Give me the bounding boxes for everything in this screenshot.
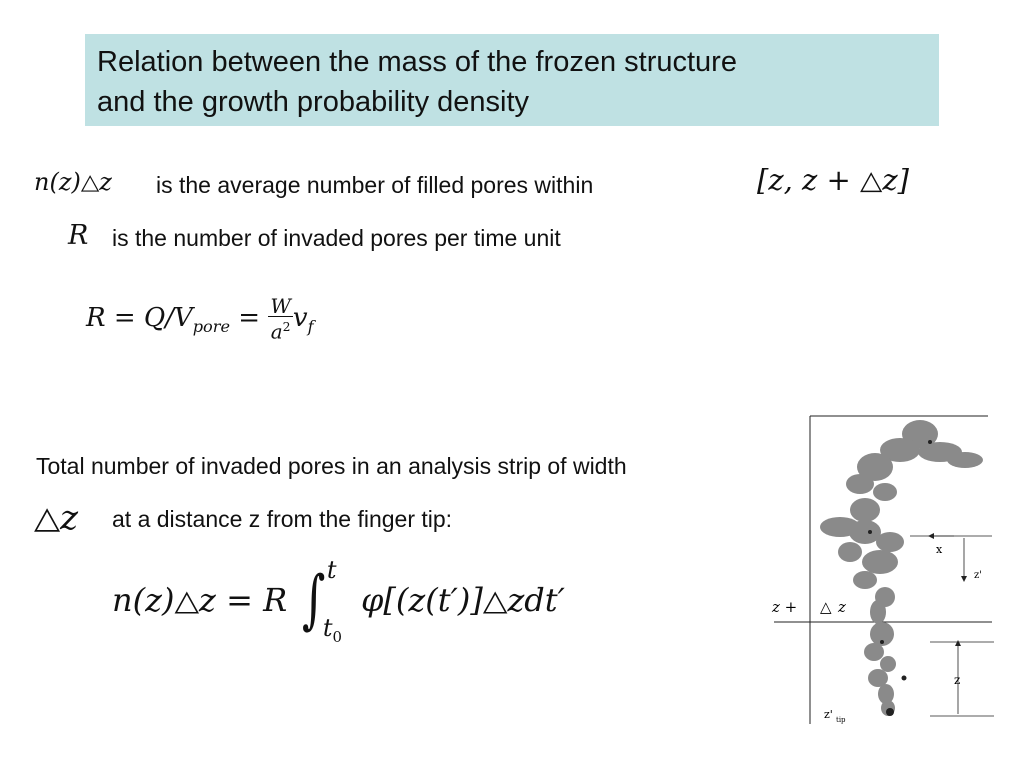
integral-lower-limit: t [322,614,333,643]
integral-upper-limit: t [326,556,337,584]
paragraph-line-2: at a distance z from the finger tip: [112,506,453,532]
eq-f-sub: f [307,317,314,337]
label-delta: △ [820,598,832,616]
integral-sign: ∫ [302,563,326,637]
equation-R [86,296,314,342]
title-line-1: Relation between the mass of the frozen structure [97,46,737,78]
title-box [85,34,939,126]
integrand: φ[(z(t′)] [361,581,483,619]
cluster-svg [770,412,996,724]
label-x: x [936,543,943,556]
line-nz-text: is the average number of filled pores within [156,172,594,198]
eq2-nz: n(z) [112,581,175,619]
label-zprime: z' [974,570,983,581]
label-tip-sub: tip [836,716,846,724]
delta-symbol: △ [174,582,200,618]
delta-symbol: △ [34,500,61,536]
eq2-mid: z = R [199,581,288,619]
math-interval [757,163,909,197]
math-R-symbol: R [68,220,89,251]
integral-lower-sub: 0 [332,628,342,646]
label-z-plus-dz-a: z + [772,598,798,616]
label-z: z [954,673,961,687]
eq-R-lhs: R = Q/V [86,302,193,333]
interval-close: z] [882,163,909,197]
delta-symbol: △ [80,169,100,195]
interval-open: [z, z + [757,163,851,197]
x-arrow-head [928,533,934,539]
eq-pore-sub: pore [192,317,230,337]
math-delta-z [34,498,78,538]
math-nz: n(z) [34,168,81,196]
cluster-shape [820,420,983,716]
fraction-W-a2 [268,296,293,342]
integrand-tail: zdt′ [507,581,565,619]
math-z: z [99,168,112,196]
math-nz-dz [34,168,112,196]
frac-two: 2 [282,319,291,334]
eq-v: v [292,302,308,333]
equation-integral [112,556,565,650]
frac-W: W [270,294,291,318]
math-dz-z: z [60,498,79,538]
title-line-2: and the growth probability density [97,86,530,118]
line-R-text: is the number of invaded pores per time unit [112,225,561,251]
eq-equals: = [238,302,261,333]
label-ztip: z' [824,708,833,721]
z-arrow-head [955,640,961,646]
label-z-plus-dz-b: z [838,598,846,616]
delta-symbol: △ [860,164,883,196]
math-R [68,220,88,251]
zprime-arrow-head [961,576,967,582]
delta-symbol: △ [482,582,508,618]
invasion-cluster-figure [770,412,996,724]
frac-a: a [270,319,283,344]
paragraph-line-1: Total number of invaded pores in an analysis strip of width [36,453,627,479]
